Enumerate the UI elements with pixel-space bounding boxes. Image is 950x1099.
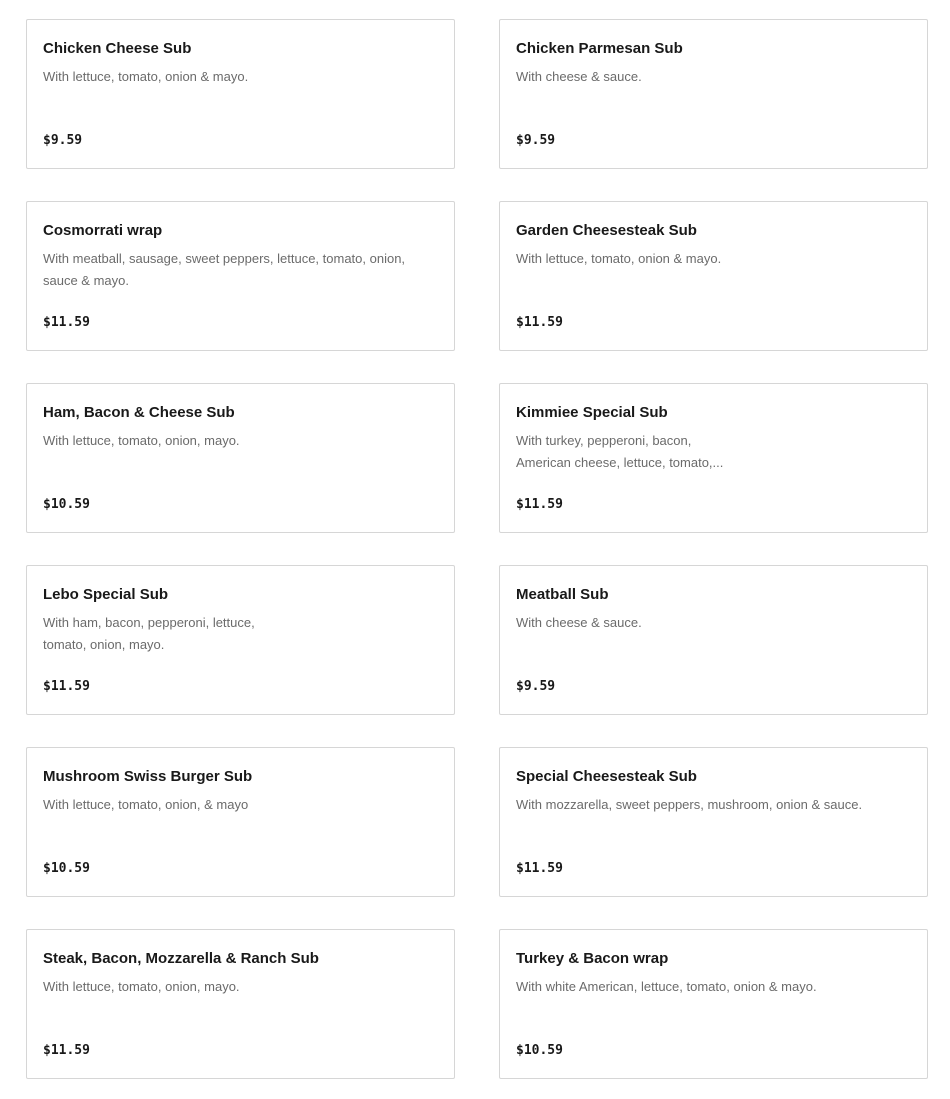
item-price: $9.59 [43,133,83,148]
item-description: With cheese & sauce. [516,69,642,84]
item-description: With lettuce, tomato, onion, & mayo [43,797,249,812]
menu-item-card[interactable] [26,929,455,1079]
item-description: With lettuce, tomato, onion & mayo. [43,69,249,84]
item-price: $11.59 [516,497,563,512]
item-description: With lettuce, tomato, onion, mayo. [43,433,240,448]
item-price: $10.59 [516,1043,563,1058]
item-price: $11.59 [43,679,90,694]
item-description: With cheese & sauce. [516,615,642,630]
menu-item-card[interactable] [499,201,928,351]
item-price: $9.59 [516,679,556,694]
item-name: Special Cheesesteak Sub [516,768,697,785]
menu-item-card[interactable] [26,383,455,533]
item-name: Ham, Bacon & Cheese Sub [43,404,235,421]
item-price: $11.59 [43,315,90,330]
item-name: Lebo Special Sub [43,586,169,603]
item-description: With meatball, sausage, sweet peppers, lettuce, tomato, onion, sauce & mayo. [43,251,406,288]
item-description: With mozzarella, sweet peppers, mushroom, onion & sauce. [516,797,863,812]
item-description: With white American, lettuce, tomato, onion & mayo. [516,979,817,994]
item-name: Cosmorrati wrap [43,222,163,239]
item-description: With lettuce, tomato, onion, mayo. [43,979,240,994]
item-description: With lettuce, tomato, onion & mayo. [516,251,722,266]
menu-item-card[interactable] [26,201,455,351]
menu-item-card[interactable] [499,383,928,533]
item-name: Garden Cheesesteak Sub [516,222,697,239]
item-price: $9.59 [516,133,556,148]
menu-item-card[interactable] [499,19,928,169]
item-price: $10.59 [43,497,90,512]
item-price: $10.59 [43,861,90,876]
item-name: Meatball Sub [516,586,609,603]
item-name: Chicken Cheese Sub [43,40,192,57]
item-name: Mushroom Swiss Burger Sub [43,768,253,785]
menu-item-card[interactable] [499,565,928,715]
menu-item-card[interactable] [26,19,455,169]
item-name: Steak, Bacon, Mozzarella & Ranch Sub [43,950,319,967]
item-price: $11.59 [516,315,563,330]
item-price: $11.59 [43,1043,90,1058]
item-name: Turkey & Bacon wrap [516,950,669,967]
menu-item-card[interactable] [499,929,928,1079]
menu-item-card[interactable] [26,747,455,897]
item-name: Chicken Parmesan Sub [516,40,683,57]
item-description: With turkey, pepperoni, bacon, American cheese, lettuce, tomato,... [516,433,724,470]
menu-item-card[interactable] [26,565,455,715]
menu-grid [26,19,928,1079]
item-description: With ham, bacon, pepperoni, lettuce, tomato, onion, mayo. [43,615,255,652]
item-price: $11.59 [516,861,563,876]
item-name: Kimmiee Special Sub [516,404,668,421]
menu-item-card[interactable] [499,747,928,897]
